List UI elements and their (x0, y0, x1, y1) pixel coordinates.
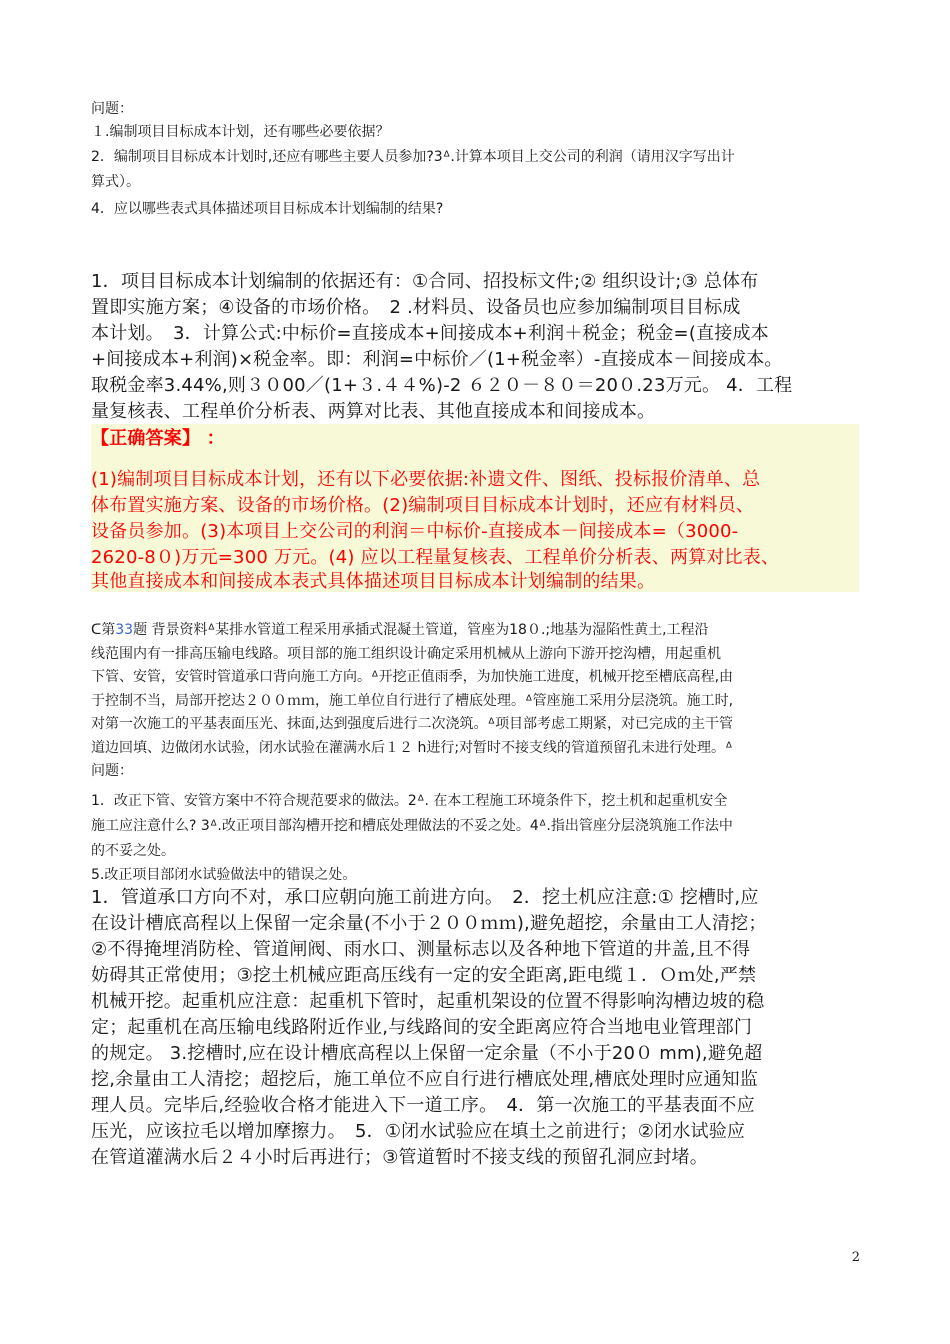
questions-heading: 问题： (91, 763, 133, 779)
correct-answer-line: 其他直接成本和间接成本表式具体描述项目目标成本计划编制的结果。 (91, 571, 656, 592)
answer-2-line: 在管道灌满水后２４小时后再进行；③管道暂时不接支线的预留孔洞应封堵。 (91, 1147, 708, 1168)
glyph-mark-icon: ᐞ (725, 740, 733, 756)
answer-2-line: 机械开挖。起重机应注意：起重机下管时，起重机架设的位置不得影响沟槽边坡的稳 (91, 991, 765, 1012)
case-33-question: 的不妥之处。 (91, 843, 175, 859)
answer-2-line: ②不得掩埋消防栓、管道闸阀、雨水口、测量标志以及各种地下管道的井盖,且不得 (91, 939, 751, 960)
answer-2-line: 在设计槽底高程以上保留一定余量(不小于２００ｍｍ),避免超挖，余量由工人清挖； (91, 913, 767, 934)
answer-1-line: 本计划。 3．计算公式:中标价=直接成本+间接成本+利润＋税金；税金=(直接成本 (91, 323, 769, 344)
answer-1-line: +间接成本+利润)×税金率。即：利润=中标价／(1+税金率）-直接成本－间接成本。 (91, 349, 783, 370)
answer-2-line: 定；起重机在高压输电线路附近作业,与线路间的安全距离应符合当地电业管理部门 (91, 1017, 753, 1038)
question-3-cont: 算式）。 (91, 174, 140, 190)
case-33-line: 线范围内有一排高压输电线路。项目部的施工组织设计确定采用机械从上游向下游开挖沟槽，用起重机 (91, 646, 721, 662)
glyph-mark-icon: ᐞ (371, 669, 379, 685)
correct-answer-label: 【正确答案】 ： (91, 428, 225, 449)
glyph-mark-icon: ᐞ (209, 818, 218, 834)
case-33-line: 于控制不当，局部开挖达２００ｍｍ，施工单位自行进行了槽底处理。ᐞ管座施工采用分层浇筑。施工时, (91, 693, 734, 709)
correct-answer-line: 体布置实施方案、设备的市场价格。(2)编制项目目标成本计划时，还应有材料员、 (91, 495, 755, 516)
answer-2-line: 压光，应该拉毛以增加摩擦力。 5．①闭水试验应在填土之前进行；②闭水试验应 (91, 1121, 746, 1142)
case-33-line: 下管、安管，安管时管道承口背向施工方向。ᐞ开挖正值雨季，为加快施工进度，机械开挖至槽底高程,由 (91, 669, 734, 685)
page-number: 2 (851, 1250, 860, 1265)
glyph-mark-icon: ᐞ (207, 622, 216, 638)
answer-2-line: 理人员。完毕后,经验收合格才能进入下一道工序。 4．第一次施工的平基表面不应 (91, 1095, 755, 1116)
glyph-mark-icon: ᐞ (487, 716, 496, 732)
answer-2-line: 的规定。 3.挖槽时,应在设计槽底高程以上保留一定余量（不小于20０ mm),避免超 (91, 1043, 763, 1064)
correct-answer-line: 设备员参加。(3)本项目上交公司的利润＝中标价-直接成本－间接成本=（3000- (91, 521, 739, 542)
answer-2-line: 妨碍其正常使用；③挖土机械应距高压线有一定的安全距离,距电缆１．Ｏｍ处,严禁 (91, 965, 757, 986)
correct-answer-line: 2620-8０)万元=300 万元。(4) 应以工程量复核表、工程单价分析表、两算对比表、 (91, 547, 780, 568)
case-33-question: 施工应注意什么? 3ᐞ.改正项目部沟槽开挖和槽底处理做法的不妥之处。4ᐞ.指出管座分层浇筑施工作法中 (91, 818, 733, 834)
glyph-mark-icon: ᑕ (91, 622, 102, 638)
case-33-question: 1．改正下管、安管方案中不符合规范要求的做法。2ᐞ. 在本工程施工环境条件下，挖土机和起重机安全 (91, 793, 728, 809)
answer-2-line: 挖,余量由工人清挖；超挖后，施工单位不应自行进行槽底处理,槽底处理时应通知监 (91, 1069, 759, 1090)
answer-1-line: 1．项目目标成本计划编制的依据还有：①合同、招投标文件;② 组织设计;③ 总体布 (91, 271, 759, 292)
glyph-mark-icon: ᐞ (525, 693, 533, 709)
answer-1-line: 取税金率3.44%,则３０00／(1+３.４４%)-2 ６２０－８０＝20０.23万元。 4．工程 (91, 375, 793, 396)
answer-2-line: 1．管道承口方向不对，承口应朝向施工前进方向。 2．挖土机应注意:① 挖槽时,应 (91, 887, 759, 908)
case-33-line: ᑕ第33题 背景资料ᐞ某排水管道工程采用承插式混凝土管道，管座为18０.;地基为湿陷性黄土,工程沿 (91, 622, 709, 638)
answer-1-line: 置即实施方案；④设备的市场价格。 2 .材料员、设备员也应参加编制项目目标成 (91, 297, 741, 318)
question-4: 4．应以哪些表式具体描述项目目标成本计划编制的结果? (91, 201, 444, 217)
glyph-mark-icon: ᐞ (538, 818, 547, 834)
correct-answer-line: (1)编制项目目标成本计划，还有以下必要依据:补遗文件、图纸、投标报价清单、总 (91, 469, 761, 490)
case-33-line: 对第一次施工的平基表面压光、抹面,达到强度后进行二次浇筑。ᐞ项目部考虑工期紧，对已完成的主干管 (91, 716, 734, 732)
glyph-mark-icon: ᐞ (442, 149, 451, 165)
case-33-line: 道边回填、边做闭水试验，闭水试验在灌满水后１２ h进行;对暂时不接支线的管道预留孔未进行处理。ᐞ (91, 740, 733, 756)
glyph-mark-icon: ᐞ (416, 793, 425, 809)
question-1: １.编制项目目标成本计划，还有哪些必要依据？ (91, 124, 390, 140)
case-33-question: 5.改正项目部闭水试验做法中的错误之处。 (91, 867, 357, 883)
answer-1-line: 量复核表、工程单价分析表、两算对比表、其他直接成本和间接成本。 (91, 401, 656, 422)
questions-heading: 问题： (91, 101, 133, 117)
case-number: 33 (115, 622, 134, 638)
question-2-3: 2．编制项目目标成本计划时,还应有哪些主要人员参加?3ᐞ.计算本项目上交公司的利润（请用汉字写出计 (91, 149, 735, 165)
